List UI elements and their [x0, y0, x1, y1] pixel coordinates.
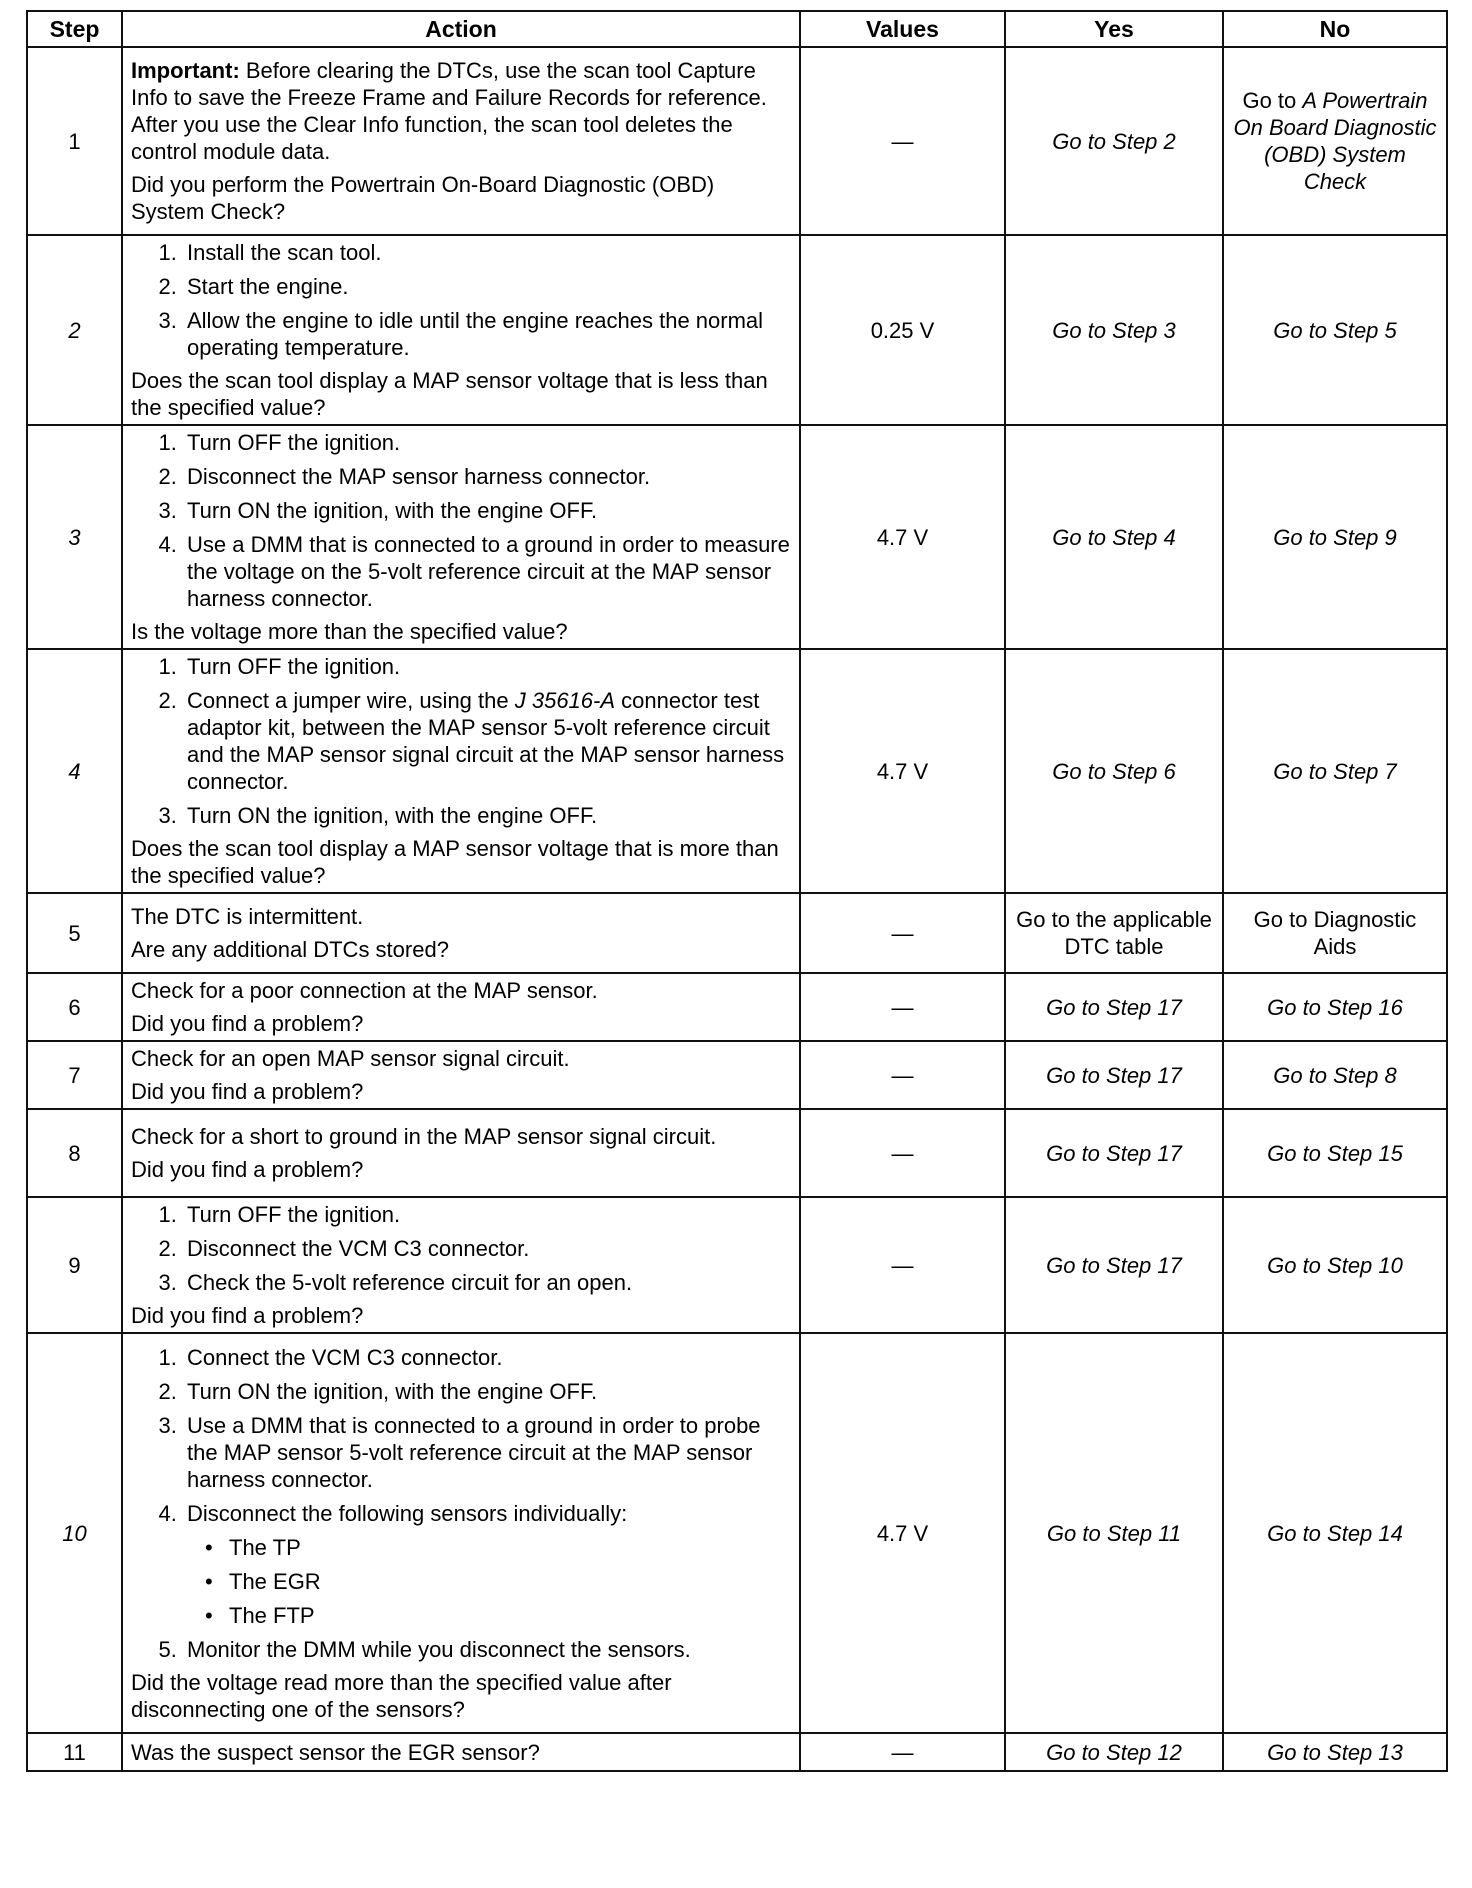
action-cell [122, 973, 800, 1041]
step-number: 8 [27, 1109, 122, 1197]
question-text: Did the voltage read more than the specified value after disconnecting one of the sensors? [131, 1669, 672, 1722]
procedure-item: 4. Use a DMM that is connected to a ground in order to measure the voltage on the 5-volt reference circuit at the MAP sensor harness connector. [183, 531, 791, 612]
step-number: 6 [27, 973, 122, 1041]
no-cell: Go to Step 7 [1223, 649, 1447, 893]
header-values: Values [800, 11, 1005, 47]
no-cell: Go to Step 13 [1223, 1733, 1447, 1771]
question-text: Did you perform the Powertrain On-Board Diagnostic (OBD) System Check? [131, 172, 715, 224]
no-cell: Go to Step 8 [1223, 1041, 1447, 1109]
step-number: 10 [27, 1333, 122, 1733]
yes-cell: Go to Step 17 [1005, 1109, 1223, 1197]
step-number: 3 [27, 425, 122, 649]
procedure-item: 1. Connect the VCM C3 connector. [183, 1344, 791, 1371]
procedure-text: Connect a jumper wire, using the [187, 688, 515, 713]
step-number: 2 [27, 235, 122, 425]
procedure-list [131, 1201, 791, 1296]
procedure-item: 3. Check the 5-volt reference circuit for an open. [183, 1269, 791, 1296]
yes-cell: Go to Step 3 [1005, 235, 1223, 425]
procedure-item: 1. Install the scan tool. [183, 239, 791, 266]
table-row-step-7 [27, 1041, 1447, 1109]
procedure-item: 3. Use a DMM that is connected to a ground in order to probe the MAP sensor 5-volt reference circuit at the MAP sensor harness connector. [183, 1412, 791, 1493]
yes-cell: Go to Step 2 [1005, 47, 1223, 235]
tool-reference: J 35616-A [514, 688, 616, 713]
step-number: 1 [27, 47, 122, 235]
procedure-list [131, 429, 791, 612]
action-cell [122, 425, 800, 649]
header-step: Step [27, 11, 122, 47]
question-text: Does the scan tool display a MAP sensor voltage that is more than the specified value? [131, 836, 779, 888]
table-row-step-10 [27, 1333, 1447, 1733]
values-cell: 0.25 V [800, 235, 1005, 425]
question-text: Are any additional DTCs stored? [131, 937, 449, 962]
important-label: Important: [131, 58, 240, 83]
no-cell: Go to Step 5 [1223, 235, 1447, 425]
no-cell: Go to Diagnostic Aids [1223, 893, 1447, 973]
procedure-item: 3. Turn ON the ignition, with the engine OFF. [183, 802, 791, 829]
no-cell: Go to Step 9 [1223, 425, 1447, 649]
values-cell: 4.7 V [800, 649, 1005, 893]
table-row-step-11 [27, 1733, 1447, 1771]
yes-cell: Go to Step 17 [1005, 1197, 1223, 1333]
table-row-step-4 [27, 649, 1447, 893]
sensor-item: • The FTP [225, 1602, 791, 1629]
table-row-step-8 [27, 1109, 1447, 1197]
procedure-text: connector test adaptor kit, between the MAP sensor 5-volt reference circuit and the MAP sensor signal circuit at the MAP sensor harness connector. [187, 688, 785, 794]
action-cell [122, 893, 800, 973]
header-row [27, 11, 1447, 47]
action-text: Check for an open MAP sensor signal circuit. [131, 1046, 570, 1071]
values-cell: — [800, 1041, 1005, 1109]
yes-cell: Go to Step 12 [1005, 1733, 1223, 1771]
no-cell: Go to Step 15 [1223, 1109, 1447, 1197]
values-cell: — [800, 973, 1005, 1041]
table-row-step-2 [27, 235, 1447, 425]
procedure-item: 2. Start the engine. [183, 273, 791, 300]
question-text: Did you find a problem? [131, 1011, 364, 1036]
step-number: 7 [27, 1041, 122, 1109]
action-cell [122, 47, 800, 235]
table-row-step-3 [27, 425, 1447, 649]
no-cell: Go to Step 16 [1223, 973, 1447, 1041]
yes-cell: Go to Step 17 [1005, 1041, 1223, 1109]
procedure-list [131, 1344, 791, 1663]
diagnostic-table [26, 10, 1448, 1772]
sensor-list [187, 1534, 791, 1629]
yes-cell: Go to Step 6 [1005, 649, 1223, 893]
question-text: Did you find a problem? [131, 1303, 364, 1328]
header-action: Action [122, 11, 800, 47]
values-cell: 4.7 V [800, 425, 1005, 649]
step-number: 11 [27, 1733, 122, 1771]
values-cell: — [800, 1197, 1005, 1333]
values-cell: 4.7 V [800, 1333, 1005, 1733]
procedure-item [183, 687, 791, 795]
procedure-item [183, 1500, 791, 1629]
yes-cell: Go to Step 11 [1005, 1333, 1223, 1733]
table-row-step-1 [27, 47, 1447, 235]
action-cell [122, 1197, 800, 1333]
procedure-item: 2. Disconnect the MAP sensor harness connector. [183, 463, 791, 490]
header-yes: Yes [1005, 11, 1223, 47]
no-link: A Powertrain On Board Diagnostic (OBD) System Check [1233, 88, 1437, 194]
procedure-item: 3. Allow the engine to idle until the engine reaches the normal operating temperature. [183, 307, 791, 361]
table-row-step-6 [27, 973, 1447, 1041]
action-cell [122, 1041, 800, 1109]
step-number: 9 [27, 1197, 122, 1333]
procedure-list [131, 239, 791, 361]
action-cell [122, 1109, 800, 1197]
important-text: Before clearing the DTCs, use the scan tool Capture Info to save the Freeze Frame and Failure Records for reference. After you use the Clear Info function, the scan tool deletes the control module data. [131, 58, 767, 164]
procedure-item: 2. Turn ON the ignition, with the engine OFF. [183, 1378, 791, 1405]
procedure-item: 2. Disconnect the VCM C3 connector. [183, 1235, 791, 1262]
values-cell: — [800, 893, 1005, 973]
action-cell [122, 235, 800, 425]
no-prefix: Go to [1242, 88, 1303, 113]
yes-cell: Go to Step 17 [1005, 973, 1223, 1041]
action-cell [122, 1333, 800, 1733]
action-text: Check for a short to ground in the MAP sensor signal circuit. [131, 1124, 717, 1149]
table-row-step-9 [27, 1197, 1447, 1333]
no-cell: Go to Step 10 [1223, 1197, 1447, 1333]
table-row-step-5 [27, 893, 1447, 973]
important-note [131, 57, 791, 165]
sensor-item: • The EGR [225, 1568, 791, 1595]
action-cell [122, 1733, 800, 1771]
question-text: Was the suspect sensor the EGR sensor? [131, 1739, 540, 1765]
question-text: Does the scan tool display a MAP sensor voltage that is less than the specified value? [131, 368, 768, 420]
action-text: Check for a poor connection at the MAP sensor. [131, 978, 598, 1003]
procedure-item: 3. Turn ON the ignition, with the engine OFF. [183, 497, 791, 524]
step-number: 5 [27, 893, 122, 973]
action-text: The DTC is intermittent. [131, 904, 364, 929]
sensor-item: • The TP [225, 1534, 791, 1561]
values-cell: — [800, 1733, 1005, 1771]
question-text: Did you find a problem? [131, 1079, 364, 1104]
yes-cell: Go to the applicable DTC table [1005, 893, 1223, 973]
procedure-text: Disconnect the following sensors individually: [187, 1500, 628, 1526]
procedure-list [131, 653, 791, 829]
procedure-item: 1. Turn OFF the ignition. [183, 1201, 791, 1228]
no-cell: Go to Step 14 [1223, 1333, 1447, 1733]
header-no: No [1223, 11, 1447, 47]
procedure-item: 1. Turn OFF the ignition. [183, 429, 791, 456]
action-cell [122, 649, 800, 893]
no-cell [1223, 47, 1447, 235]
question-text: Is the voltage more than the specified value? [131, 619, 568, 644]
values-cell: — [800, 1109, 1005, 1197]
yes-cell: Go to Step 4 [1005, 425, 1223, 649]
question-text: Did you find a problem? [131, 1157, 364, 1182]
procedure-item: 5. Monitor the DMM while you disconnect the sensors. [183, 1636, 791, 1663]
values-cell: — [800, 47, 1005, 235]
procedure-item: 1. Turn OFF the ignition. [183, 653, 791, 680]
step-number: 4 [27, 649, 122, 893]
